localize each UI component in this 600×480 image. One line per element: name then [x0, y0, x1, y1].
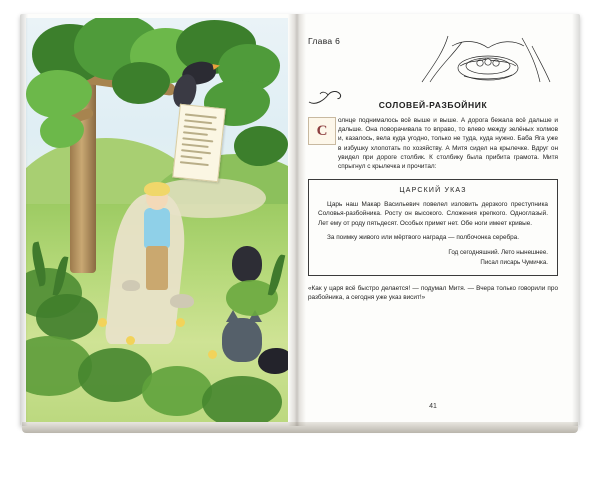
nest-vignette-illustration: [418, 32, 558, 88]
decree-paragraph-2: За поимку живого или мёртвого награда — полбочонка серебра.: [327, 233, 520, 241]
chapter-title: СОЛОВЕЙ-РАЗБОЙНИК: [378, 100, 488, 110]
open-book: [20, 14, 580, 434]
boy-legs: [146, 246, 168, 290]
decree-sign-author: Писал писарь Чумичка.: [480, 259, 548, 267]
book-page-edges-bottom: [22, 422, 578, 433]
first-paragraph-block: [308, 116, 558, 171]
cat: [222, 318, 262, 362]
decree-paragraph-1: Царь наш Макар Васильевич повелел изловить дерзкого преступника Соловья-разбойника. Росту он высокого. Сложения крепкого. Одноглазый. Лет ему от роду пятьдесят. Особых примет нет. Обе ноги имеет кривые.: [318, 201, 548, 227]
paragraph-2: «Как у царя всё быстро делается! — подумал Митя. — Вчера только говорили про разбойника, а сегодня уже указ висит!»: [308, 285, 558, 302]
decree-box: [308, 179, 558, 276]
flower: [126, 336, 135, 345]
bush: [36, 294, 98, 340]
flower: [176, 318, 185, 327]
left-page: [20, 14, 294, 426]
chapter-label: Глава 6: [308, 36, 341, 46]
illustration: [26, 18, 288, 422]
rock: [122, 280, 140, 291]
paper-scroll: [172, 104, 225, 182]
paragraph-1: олнце поднималось всё выше и выше. А дорога бежала всё дальше и дальше. Она поворачивала то вправо, то влево между зелёных холмов и, казалось, вела куда угодно, только не туда, куда нужно. Баба Яга уже в избушку хлопотать по хозяйству. А Митя сидел на крылечке. Вдруг он увидел при дороге столбик. К столбику была прибита грамота. Митя спрыгнул с крылечка и прочитал:: [338, 117, 558, 171]
page-number: 41: [429, 403, 437, 410]
flower: [98, 318, 107, 327]
rock: [170, 294, 194, 308]
decree-title: ЦАРСКИЙ УКАЗ: [399, 187, 467, 195]
crow: [258, 348, 288, 374]
flower: [208, 350, 217, 359]
boy-torso: [144, 208, 170, 248]
bush: [78, 348, 152, 402]
bush: [202, 376, 282, 422]
decree-sign-date: Год сегодняшний. Лето нынешнее.: [448, 249, 548, 257]
book-spread: [20, 14, 580, 426]
puffin-bird: [232, 246, 262, 282]
boy-hair: [144, 182, 170, 196]
bush: [142, 366, 212, 416]
drop-cap: С: [308, 117, 336, 145]
right-page-content: [308, 36, 558, 410]
swirl-ornament-icon: [308, 88, 342, 106]
right-page: [294, 14, 580, 426]
